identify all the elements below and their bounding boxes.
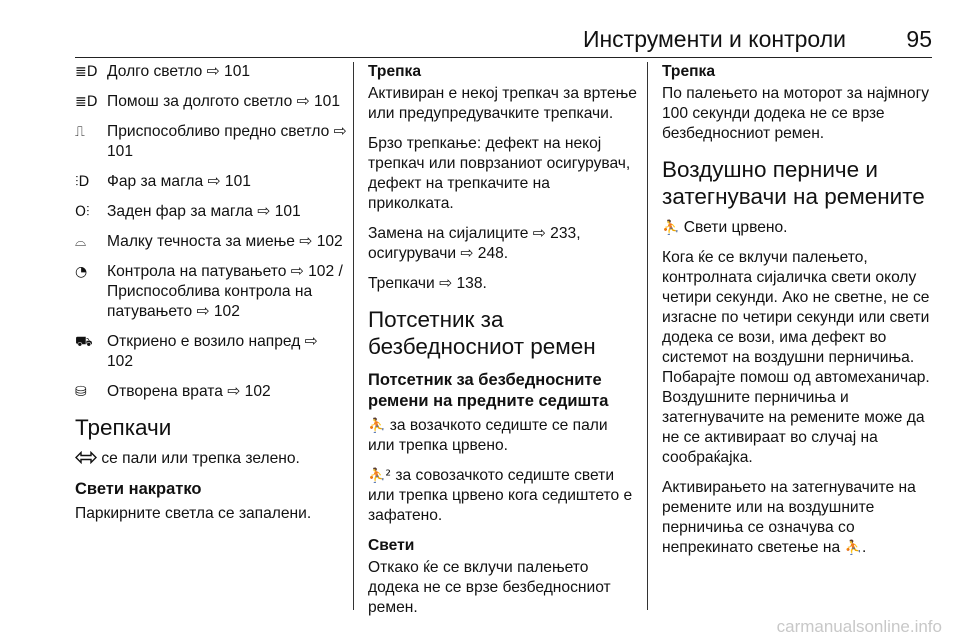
indicator-text: Заден фар за магла ⇨ 101 — [107, 203, 301, 220]
indicator-text: Малку течноста за миење ⇨ 102 — [107, 233, 343, 250]
airbag-lit-line — [662, 218, 934, 238]
indicator-text: Приспособливо предно светло ⇨ 101 — [107, 123, 347, 160]
indicator-text: Откриено е возило напред ⇨ 102 — [107, 333, 318, 370]
seatbelt-driver-icon: ⛹ — [368, 418, 386, 434]
paragraph: Активиран е некој трепкач за вртење или предупредувачките трепкачи. — [368, 85, 637, 122]
column-1 — [75, 62, 347, 534]
page-header — [0, 0, 960, 58]
airbag-icon: ⛹ — [662, 220, 680, 236]
indicator-row — [75, 92, 347, 112]
airbag-lit-text: Свети црвено. — [683, 219, 788, 236]
airbag-icon: ⛹ — [844, 540, 862, 556]
section-title-airbag: Воздушно перниче и затегнувачи на ремените — [662, 157, 925, 209]
door-open-icon: ⛁ — [75, 384, 87, 400]
section-title-seatbelt-reminder: Потсетник за безбедносниот ремен — [368, 307, 596, 359]
seatbelt-passenger-icon: ⛹² — [368, 468, 392, 484]
paragraph: Трепкачи ⇨ 138. — [368, 275, 487, 292]
column-divider — [353, 62, 354, 610]
indicator-row — [75, 262, 347, 322]
heading-flashes: Трепка — [368, 63, 422, 80]
heading-lit: Свети — [368, 537, 415, 554]
indicator-row — [75, 172, 347, 192]
fog-light-icon: ⫶D — [75, 174, 90, 190]
indicator-row — [75, 202, 347, 222]
header-title: Инструменти и контроли — [582, 26, 846, 52]
indicator-row — [75, 332, 347, 372]
indicator-text: Помош за долгото светло ⇨ 101 — [107, 93, 340, 110]
section-title-turn-signals: Трепкачи — [75, 415, 172, 440]
washer-fluid-icon: ⌓ — [75, 234, 87, 250]
paragraph: Кога ќе се вклучи палењето, контролната сијаличка свети околу четири секунди. Ако не светне, не се изгасне по четири секунди или свети додека се вози, има дефект во системот на воздушни перничиња. Побарајте помош од автомеханичар. Воздушните перничиња и затегнувачите на ремените може да не се активираат во случај на сообраќајка. — [662, 249, 930, 466]
page-number: 95 — [906, 26, 932, 52]
parking-lights-text: Паркирните светла се запалени. — [75, 505, 312, 522]
column-3 — [662, 62, 934, 568]
paragraph: Откако ќе се вклучи палењето додека не се врзе безбедносниот ремен. — [368, 559, 611, 616]
airbag-activation-text: Активирањето на затегнувачите на ремените или на воздушните перничиња се означува со непрекинато светење на — [662, 479, 916, 556]
sentence-end: . — [861, 539, 867, 556]
indicator-row — [75, 122, 347, 162]
indicator-text: Контрола на патувањето ⇨ 102 / Приспособлива контрола на патувањето ⇨ 102 — [107, 263, 343, 320]
paragraph: По палењето на моторот за најмногу 100 секунди додека не се врзе безбедносниот ремен. — [662, 85, 930, 142]
cruise-control-icon: ◔ — [75, 264, 88, 280]
high-beam-icon: ≣D — [75, 64, 98, 80]
airbag-activation-line — [662, 478, 934, 558]
paragraph: Брзо трепкање: дефект на некој трепкач или поврзаниот осигурувач, дефект на трепкачите на приколката. — [368, 135, 631, 212]
watermark: carmanualsonline.info — [776, 617, 942, 636]
subsection-title-briefly: Свети накратко — [75, 480, 202, 498]
turn-signal-text: се пали или трепка зелено. — [101, 450, 300, 467]
indicator-text: Долго светло ⇨ 101 — [107, 63, 251, 80]
header-rule — [75, 57, 932, 58]
indicator-list — [75, 62, 347, 402]
paragraph: Замена на сијалиците ⇨ 233, осигурувачи ⇨ 248. — [368, 225, 581, 262]
high-beam-assist-icon: ≣D — [75, 94, 98, 110]
column-2 — [368, 62, 638, 628]
indicator-text: Отворена врата ⇨ 102 — [107, 383, 271, 400]
indicator-text: Фар за магла ⇨ 101 — [107, 173, 251, 190]
turn-signal-icon — [75, 451, 97, 464]
driver-seatbelt-text: за возачкото седиште се пали или трепка црвено. — [368, 417, 608, 454]
column-divider — [647, 62, 648, 610]
indicator-row — [75, 382, 347, 402]
driver-seatbelt-line — [368, 416, 638, 456]
passenger-seatbelt-text: за совозачкото седиште свети или трепка црвено кога седиштето е зафатено. — [368, 467, 633, 524]
vehicle-ahead-icon: ⛟ — [75, 334, 93, 350]
passenger-seatbelt-line — [368, 466, 638, 526]
adaptive-light-icon: ⎍ — [75, 124, 85, 140]
turn-signal-line — [75, 449, 347, 469]
indicator-row — [75, 232, 347, 252]
indicator-row — [75, 62, 347, 82]
heading-flashes: Трепка — [662, 63, 716, 80]
rear-fog-light-icon: O⫶ — [75, 204, 90, 220]
subsection-title-front-seats: Потсетник за безбедносните ремени на предните седишта — [368, 371, 609, 410]
